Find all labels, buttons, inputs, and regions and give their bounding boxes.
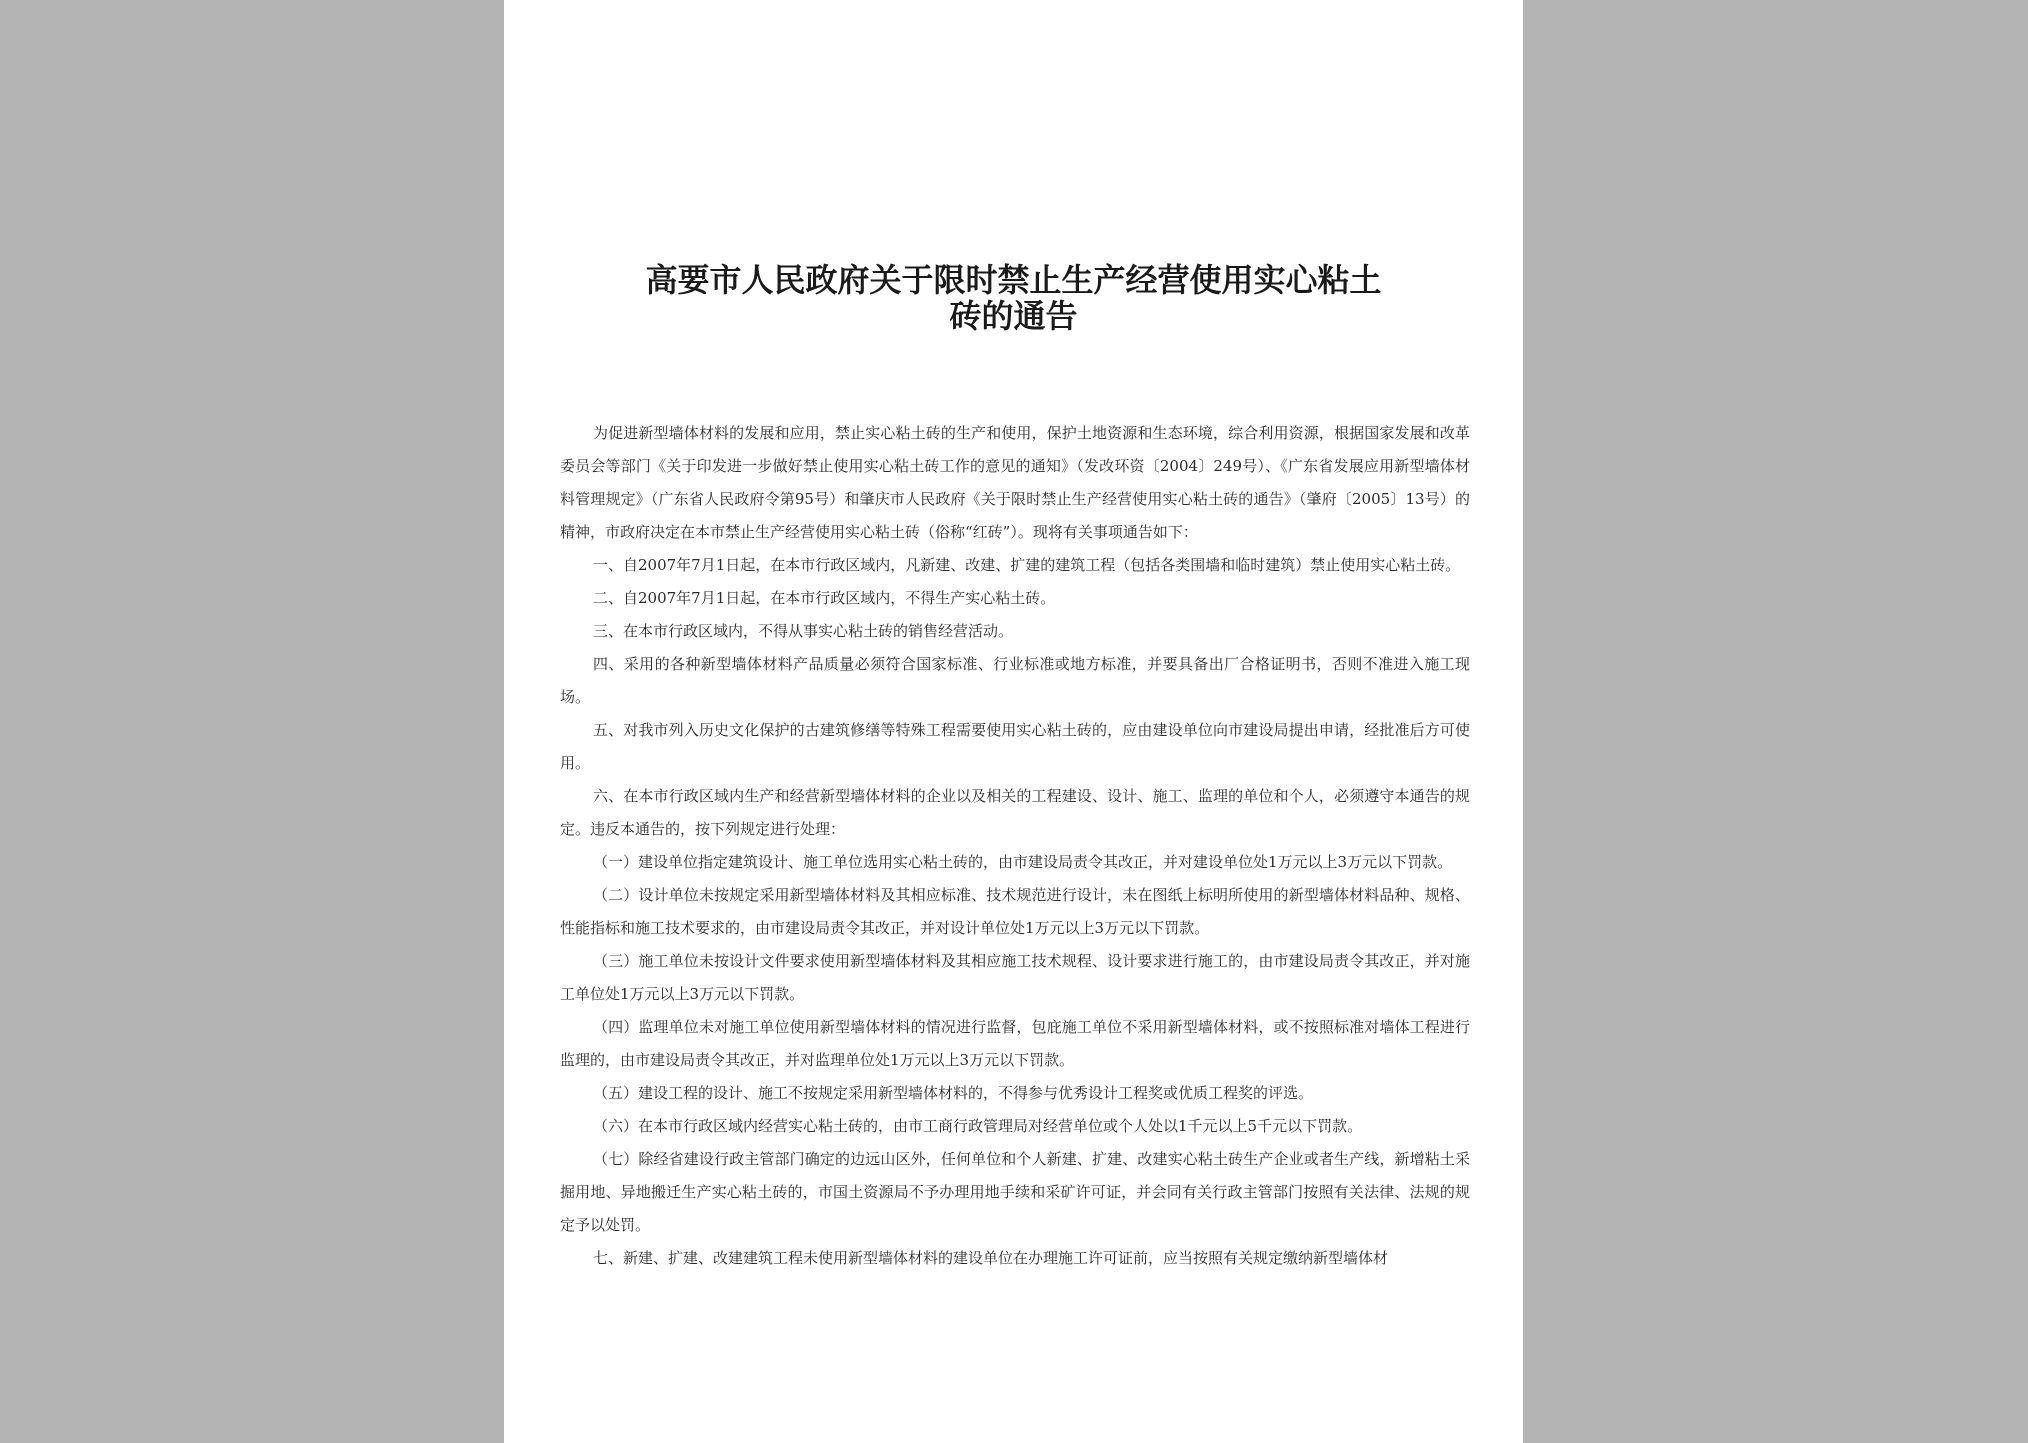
paragraph: 六、在本市行政区域内生产和经营新型墙体材料的企业以及相关的工程建设、设计、施工、监理的单位和个人，必须遵守本通告的规定。违反本通告的，按下列规定进行处理： <box>560 787 1470 838</box>
paragraph: （一）建设单位指定建筑设计、施工单位选用实心粘土砖的，由市建设局责令其改正，并对建设单位处1万元以上3万元以下罚款。 <box>593 853 1453 871</box>
paragraph: 七、新建、扩建、改建建筑工程未使用新型墙体材料的建设单位在办理施工许可证前，应当按照有关规定缴纳新型墙体材 <box>593 1249 1389 1267</box>
document-title-line: 高要市人民政府关于限时禁止生产经营使用实心粘土 <box>645 261 1382 299</box>
paragraph: 为促进新型墙体材料的发展和应用，禁止实心粘土砖的生产和使用，保护土地资源和生态环境，综合利用资源，根据国家发展和改革委员会等部门《关于印发进一步做好禁止使用实心粘土砖工作的意见的通知》（发改环资〔2004〕249号）、《广东省发展应用新型墙体材料管理规定》（广东省人民政府令第95号）和肇庆市人民政府《关于限时禁止生产经营使用实心粘土砖的通告》（肇府〔2005〕13号）的精神，市政府决定在本市禁止生产经营使用实心粘土砖（俗称“红砖”）。现将有关事项通告如下： <box>560 424 1470 541</box>
paragraph: （七）除经省建设行政主管部门确定的边远山区外，任何单位和个人新建、扩建、改建实心粘土砖生产企业或者生产线，新增粘土采掘用地、异地搬迁生产实心粘土砖的，市国土资源局不予办理用地手续和采矿许可证，并会同有关行政主管部门按照有关法律、法规的规定予以处罚。 <box>560 1150 1470 1234</box>
paragraph: （四）监理单位未对施工单位使用新型墙体材料的情况进行监督，包庇施工单位不采用新型墙体材料，或不按照标准对墙体工程进行监理的，由市建设局责令其改正，并对监理单位处1万元以上3万元以下罚款。 <box>560 1018 1470 1069</box>
paragraph: 四、采用的各种新型墙体材料产品质量必须符合国家标准、行业标准或地方标准，并要具备出厂合格证明书，否则不准进入施工现场。 <box>560 655 1470 706</box>
paragraph: （三）施工单位未按设计文件要求使用新型墙体材料及其相应施工技术规程、设计要求进行施工的，由市建设局责令其改正，并对施工单位处1万元以上3万元以下罚款。 <box>560 952 1470 1003</box>
paragraph: 二、自2007年7月1日起，在本市行政区域内，不得生产实心粘土砖。 <box>593 589 1056 607</box>
document-title <box>504 262 1523 334</box>
document-title-line: 砖的通告 <box>949 297 1078 335</box>
paragraph: 一、自2007年7月1日起，在本市行政区域内，凡新建、改建、扩建的建筑工程（包括各类围墙和临时建筑）禁止使用实心粘土砖。 <box>593 556 1461 574</box>
paragraph: （五）建设工程的设计、施工不按规定采用新型墙体材料的，不得参与优秀设计工程奖或优质工程奖的评选。 <box>593 1084 1314 1102</box>
paragraph: （六）在本市行政区域内经营实心粘土砖的，由市工商行政管理局对经营单位或个人处以1千元以上5千元以下罚款。 <box>593 1117 1363 1135</box>
paragraph: 五、对我市列入历史文化保护的古建筑修缮等特殊工程需要使用实心粘土砖的，应由建设单位向市建设局提出申请，经批准后方可使用。 <box>560 721 1470 772</box>
paragraph: 三、在本市行政区域内，不得从事实心粘土砖的销售经营活动。 <box>593 622 1014 640</box>
document-body <box>560 417 1470 1275</box>
paragraph: （二）设计单位未按规定采用新型墙体材料及其相应标准、技术规范进行设计，未在图纸上标明所使用的新型墙体材料品种、规格、性能指标和施工技术要求的，由市建设局责令其改正，并对设计单位处1万元以上3万元以下罚款。 <box>560 886 1470 937</box>
document-page <box>504 0 1523 1443</box>
